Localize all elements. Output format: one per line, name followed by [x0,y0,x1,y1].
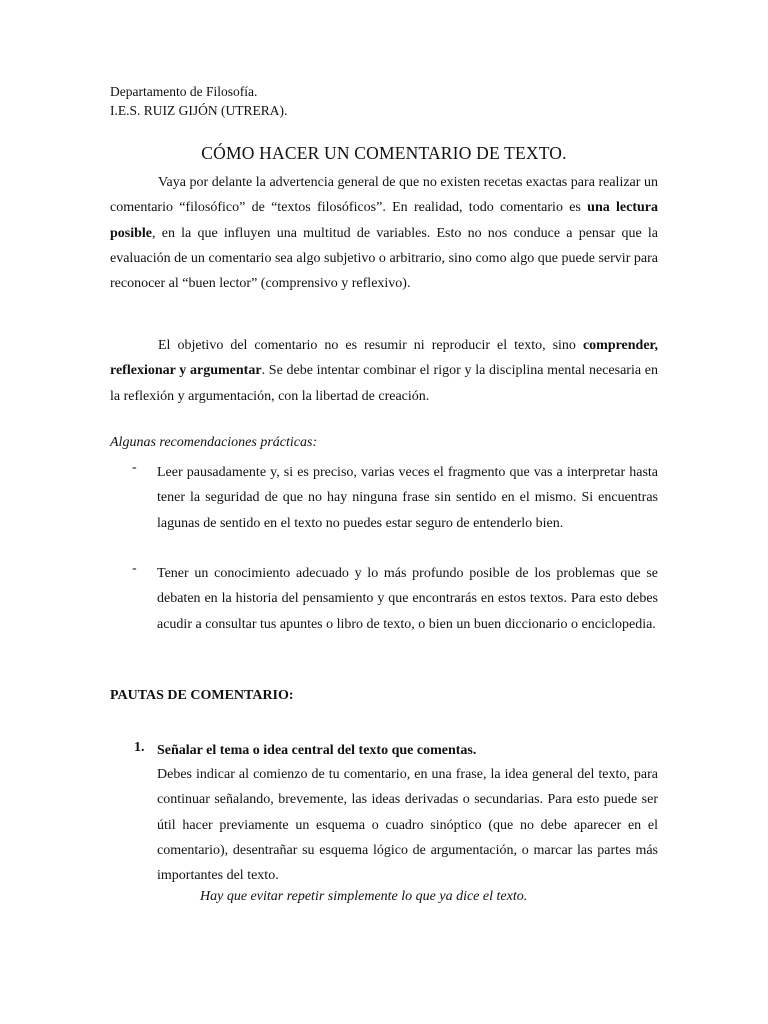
intro-paragraph-1 [110,170,658,296]
intro-p1-text-a: Vaya por delante la advertencia general de que no existen recetas exactas para realizar un comentario “filosófico” de “textos filosóficos”. En realidad, todo comentario es [110,175,658,216]
intro-p2-bold: comprender, reflexionar y argumentar [110,338,658,379]
bullet-dash: - [132,460,137,475]
intro-p1-text-b: , en la que influyen una multitud de variables. Esto no nos conduce a pensar que la evaluación de un comentario sea algo subjetivo o arbitrario, sino como algo que puede servir para reconocer al “buen lector” (comprensivo y reflexivo). [110,225,658,292]
pauta-heading: Señalar el tema o idea central del texto que comentas. [157,743,477,758]
bullet-dash: - [132,561,137,576]
recommendations-title: Algunas recomendaciones prácticas: [110,435,318,450]
recommendation-text: Tener un conocimiento adecuado y lo más profundo posible de los problemas que se debaten en la historia del pensamiento y que encontrarás en estos textos. Para esto debes acudir a consultar tus apuntes o libro de texto, o bien un buen diccionario o enciclopedia. [157,566,658,632]
intro-p2-text-b: . Se debe intentar combinar el rigor y la disciplina mental necesaria en la reflexión y argumentación, con la libertad de creación. [110,363,658,404]
intro-p1-bold: una lectura posible [110,200,658,241]
pauta-number: 1. [134,740,145,755]
pauta-body: Debes indicar al comienzo de tu comentario, en una frase, la idea general del texto, para continuar señalando, brevemente, las ideas derivadas o secundarias. Para esto puede ser útil hacer previamente un esquema o cuadro sinóptico (que no debe aparecer en el comentario), desentrañar su esquema lógico de argumentación, o marcar las partes más importantes del texto. [157,767,658,884]
pauta-item-1 [110,740,658,888]
department-line: Departamento de Filosofía. [110,84,258,99]
intro-paragraph-2 [110,333,658,409]
recommendation-item [110,460,658,536]
recommendation-item [110,561,658,637]
school-line: I.E.S. RUIZ GIJÓN (UTRERA). [110,103,288,118]
pauta-note: Hay que evitar repetir simplemente lo que ya dice el texto. [200,889,528,904]
document-title: CÓMO HACER UN COMENTARIO DE TEXTO. [201,143,567,163]
document-header [110,82,287,120]
pautas-heading: PAUTAS DE COMENTARIO: [110,688,294,703]
recommendation-text: Leer pausadamente y, si es preciso, varias veces el fragmento que vas a interpretar hasta tener la seguridad de que no hay ninguna frase sin sentido en el mismo. Si encuentras lagunas de sentido en el texto no puedes estar seguro de entenderlo bien. [157,465,658,531]
intro-p2-text-a: El objetivo del comentario no es resumir ni reproducir el texto, sino [158,338,583,353]
